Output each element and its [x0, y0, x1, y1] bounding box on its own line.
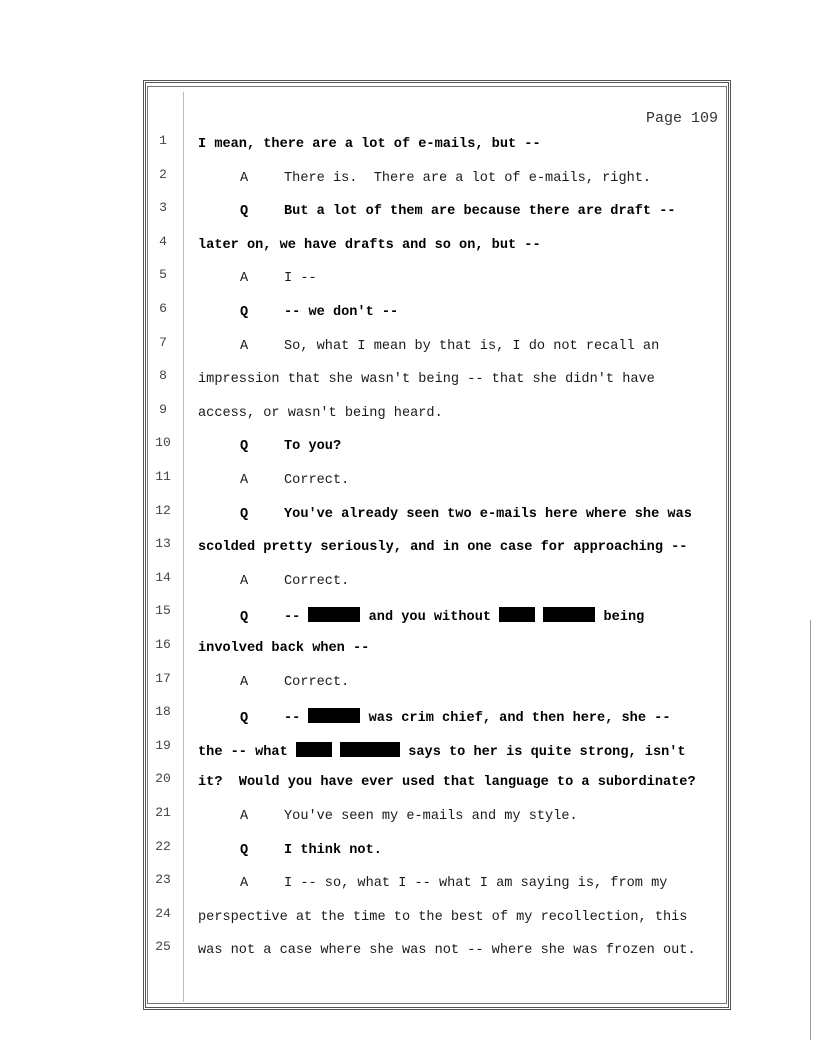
line-text [240, 439, 341, 454]
line-number: 21 [155, 805, 171, 820]
redaction-block [340, 742, 400, 757]
line-text [240, 271, 317, 286]
line-text [240, 305, 398, 320]
transcript-line [150, 200, 720, 226]
text-segment: Correct. [284, 573, 350, 589]
transcript-line [150, 233, 720, 260]
text-segment: You've seen my e-mails and my style. [284, 809, 578, 824]
line-number: 15 [155, 603, 171, 619]
transcript-line [150, 905, 720, 932]
line-number: 9 [159, 401, 167, 417]
text-segment: -- [284, 711, 309, 727]
line-number: 19 [155, 737, 171, 753]
line-text [198, 238, 541, 253]
speaker-label: A [240, 473, 249, 488]
transcript-line [150, 267, 720, 293]
scan-edge-line [810, 620, 811, 1040]
transcript-line [150, 502, 720, 529]
line-number: 17 [155, 670, 171, 686]
line-number: 25 [155, 939, 171, 955]
transcript-line [150, 838, 720, 865]
line-number: 13 [155, 536, 171, 552]
line-number: 22 [155, 838, 171, 854]
transcript-line [150, 603, 720, 629]
line-text [240, 204, 676, 219]
transcript-line [150, 704, 720, 730]
line-text [198, 137, 541, 152]
speaker-label: Q [240, 204, 249, 220]
text-segment: says to her is quite strong, isn't [400, 744, 686, 760]
transcript-line [150, 805, 720, 831]
line-number: 8 [159, 368, 167, 384]
transcript-line [150, 401, 720, 428]
text-segment: the -- what [198, 744, 296, 760]
transcript-line [150, 569, 720, 596]
line-number: 12 [155, 502, 171, 518]
text-segment: I mean, there are a lot of e-mails, but -- [198, 137, 541, 152]
speaker-label: A [240, 271, 249, 287]
transcript-line [150, 670, 720, 697]
text-segment: and you without [360, 610, 500, 626]
text-segment: impression that she wasn't being -- that she didn't have [198, 372, 655, 388]
line-text [198, 641, 369, 656]
text-segment: -- we don't -- [284, 305, 399, 320]
transcript-line [150, 872, 720, 898]
transcript-line [150, 334, 720, 361]
line-text [198, 540, 687, 555]
text-segment: being [595, 610, 645, 626]
text-segment: Correct. [284, 473, 350, 488]
line-text [240, 607, 644, 625]
line-text [240, 809, 578, 824]
speaker-label: A [240, 170, 249, 186]
transcript-line [150, 771, 720, 797]
line-text [240, 843, 382, 858]
line-text [240, 507, 692, 522]
line-text [240, 876, 667, 891]
transcript-line [150, 368, 720, 394]
speaker-label: A [240, 674, 249, 690]
text-segment: To you? [284, 439, 342, 455]
speaker-label: Q [240, 711, 249, 727]
page-number: Page 109 [645, 110, 718, 127]
speaker-label: Q [240, 610, 249, 626]
text-segment [535, 610, 543, 625]
line-number: 20 [155, 771, 171, 787]
speaker-label: A [240, 876, 249, 892]
line-text [240, 171, 651, 186]
line-number: 2 [159, 166, 167, 182]
text-segment: scolded pretty seriously, and in one case for approaching -- [198, 540, 688, 556]
text-segment: So, what I mean by that is, I do not recall an [284, 338, 660, 354]
speaker-label: A [240, 809, 249, 824]
transcript-line [150, 435, 720, 461]
redaction-block [308, 607, 360, 622]
text-segment: was not a case where she was not -- where she was frozen out. [198, 943, 696, 959]
line-text [198, 910, 687, 925]
speaker-label: A [240, 338, 249, 354]
transcript-line [150, 536, 720, 562]
speaker-label: Q [240, 439, 249, 455]
transcript-line [150, 166, 720, 193]
transcript-line [150, 737, 720, 764]
text-segment: involved back when -- [198, 641, 370, 656]
line-number: 5 [159, 267, 167, 283]
line-number: 3 [159, 200, 167, 216]
line-number: 7 [159, 334, 167, 350]
text-segment: access, or wasn't being heard. [198, 405, 443, 421]
line-text [240, 473, 349, 488]
text-segment: Correct. [284, 674, 350, 690]
text-segment: perspective at the time to the best of my recollection, this [198, 909, 688, 925]
line-number: 24 [155, 905, 171, 921]
line-number: 14 [155, 569, 171, 585]
text-segment: -- [284, 610, 309, 626]
line-number: 11 [155, 469, 171, 484]
line-number: 1 [159, 133, 167, 148]
line-text [240, 339, 659, 354]
speaker-label: Q [240, 506, 249, 522]
line-text [198, 943, 696, 958]
text-segment: I -- [284, 271, 317, 287]
line-text [240, 675, 349, 690]
transcript-line [150, 301, 720, 327]
line-number: 18 [155, 704, 171, 720]
line-number: 16 [155, 637, 171, 652]
speaker-label: A [240, 573, 249, 589]
redaction-block [499, 607, 535, 622]
transcript-line [150, 939, 720, 965]
line-text [198, 372, 655, 387]
line-number: 23 [155, 872, 171, 888]
line-text [240, 708, 670, 726]
line-number: 10 [155, 435, 171, 451]
line-number: 4 [159, 233, 167, 249]
text-segment: later on, we have drafts and so on, but -- [198, 237, 541, 253]
transcript-line [150, 469, 720, 495]
speaker-label: Q [240, 305, 249, 320]
speaker-label: Q [240, 842, 249, 858]
redaction-block [296, 742, 332, 757]
redaction-block [543, 607, 595, 622]
text-segment: I -- so, what I -- what I am saying is, from my [284, 876, 668, 892]
transcript-line [150, 133, 720, 159]
text-segment: I think not. [284, 842, 382, 858]
line-text [198, 742, 686, 760]
text-segment: it? Would you have ever used that language to a subordinate? [198, 775, 696, 791]
redaction-block [308, 708, 360, 723]
line-number: 6 [159, 301, 167, 316]
line-text [240, 574, 349, 589]
line-text [198, 775, 696, 790]
transcript-line [150, 637, 720, 663]
line-text [198, 406, 443, 421]
text-segment: There is. There are a lot of e-mails, right. [284, 170, 652, 186]
text-segment [332, 745, 340, 760]
text-segment: But a lot of them are because there are draft -- [284, 204, 676, 220]
text-segment: was crim chief, and then here, she -- [360, 711, 671, 727]
text-segment: You've already seen two e-mails here where she was [284, 506, 692, 522]
